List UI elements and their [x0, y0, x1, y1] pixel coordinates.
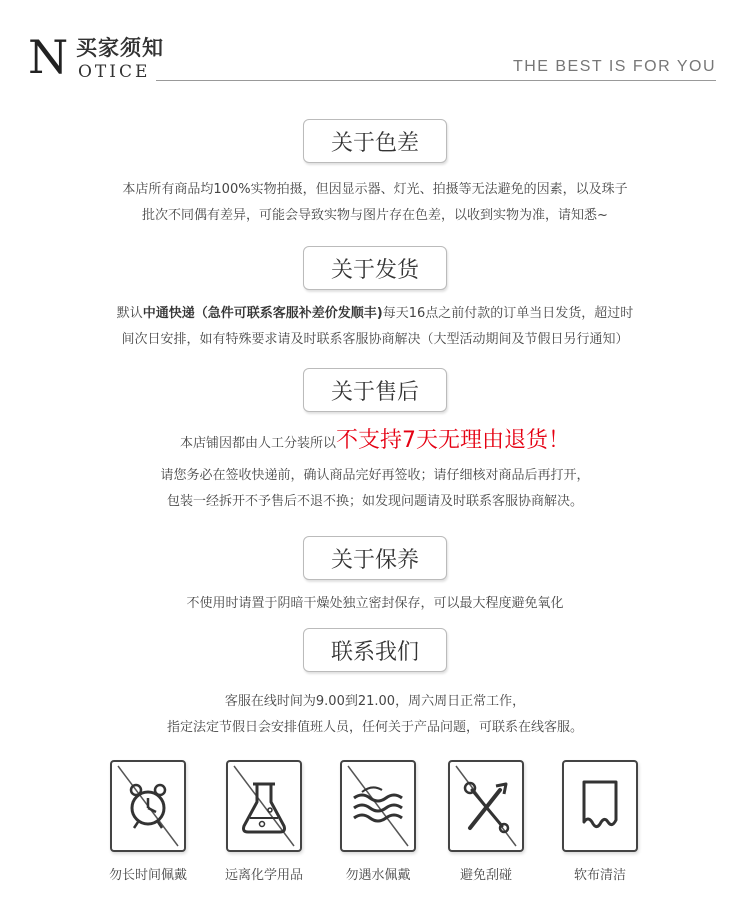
shipping-line-1-pre: 默认 — [116, 306, 143, 321]
care-item-flask — [209, 760, 319, 883]
after-sale-line-3: 包装一经拆开不予售后不退不换；如发现问题请及时联系客服协商解决。 — [166, 494, 583, 509]
maintenance-line-1: 不使用时请置于阴暗干燥处独立密封保存，可以最大程度避免氧化 — [186, 596, 564, 611]
color-difference-line-1: 本店所有商品均100%实物拍摄，但因显示器、灯光、拍摄等无法避免的因素，以及珠子 — [122, 182, 628, 197]
contact-line-1: 客服在线时间为9.00到21.00，周六周日正常工作， — [224, 694, 526, 709]
shipping-line-2: 间次日安排，如有特殊要求请及时联系客服协商解决（大型活动期间及节假日另行通知） — [121, 332, 629, 347]
flask-icon — [226, 760, 302, 852]
after-sale-line-1 — [0, 426, 750, 459]
section-title-color-difference: 关于色差 — [303, 119, 447, 163]
care-label: 避免刮碰 — [459, 868, 512, 883]
cloth-icon — [562, 760, 638, 852]
contact-line-2: 指定法定节假日会安排值班人员，任何关于产品问题，可联系在线客服。 — [166, 720, 583, 735]
section-title-shipping: 关于发货 — [303, 246, 447, 290]
care-label: 勿长时间佩戴 — [108, 868, 187, 883]
after-sale-line-1-pre: 本店铺因都由人工分装所以 — [179, 436, 336, 451]
shipping-courier-highlight: 中通快递（急件可联系客服补差价发顺丰) — [142, 306, 383, 321]
clock-icon — [110, 760, 186, 852]
care-item-clock — [93, 760, 203, 883]
shipping-line-1 — [0, 302, 750, 326]
color-difference-line-2: 批次不同偶有差异，可能会导致实物与图片存在色差，以收到实物为准，请知悉~ — [142, 208, 608, 223]
care-item-tools — [431, 760, 541, 883]
care-item-cloth — [545, 760, 655, 883]
page-header — [0, 0, 750, 90]
shipping-line-1-post: 每天16点之前付款的订单当日发货，超过时 — [382, 306, 634, 321]
header-big-letter: N — [28, 30, 69, 84]
care-label: 勿遇水佩戴 — [345, 868, 411, 883]
header-notice-text: OTICE — [78, 62, 151, 82]
header-divider — [156, 80, 716, 81]
care-icons-row — [0, 760, 750, 890]
care-label: 远离化学用品 — [224, 868, 303, 883]
tools-icon — [448, 760, 524, 852]
section-title-after-sale: 关于售后 — [303, 368, 447, 412]
header-slogan: THE BEST IS FOR YOU — [512, 58, 716, 75]
care-label: 软布清洁 — [573, 868, 626, 883]
page-title: 买家须知 — [76, 36, 164, 60]
section-title-contact: 联系我们 — [303, 628, 447, 672]
care-item-water — [323, 760, 433, 883]
no-return-warning: 不支持7天无理由退货！ — [336, 428, 570, 453]
water-icon — [340, 760, 416, 852]
after-sale-line-2: 请您务必在签收快递前，确认商品完好再签收；请仔细核对商品后再打开， — [160, 468, 590, 483]
section-title-maintenance: 关于保养 — [303, 536, 447, 580]
